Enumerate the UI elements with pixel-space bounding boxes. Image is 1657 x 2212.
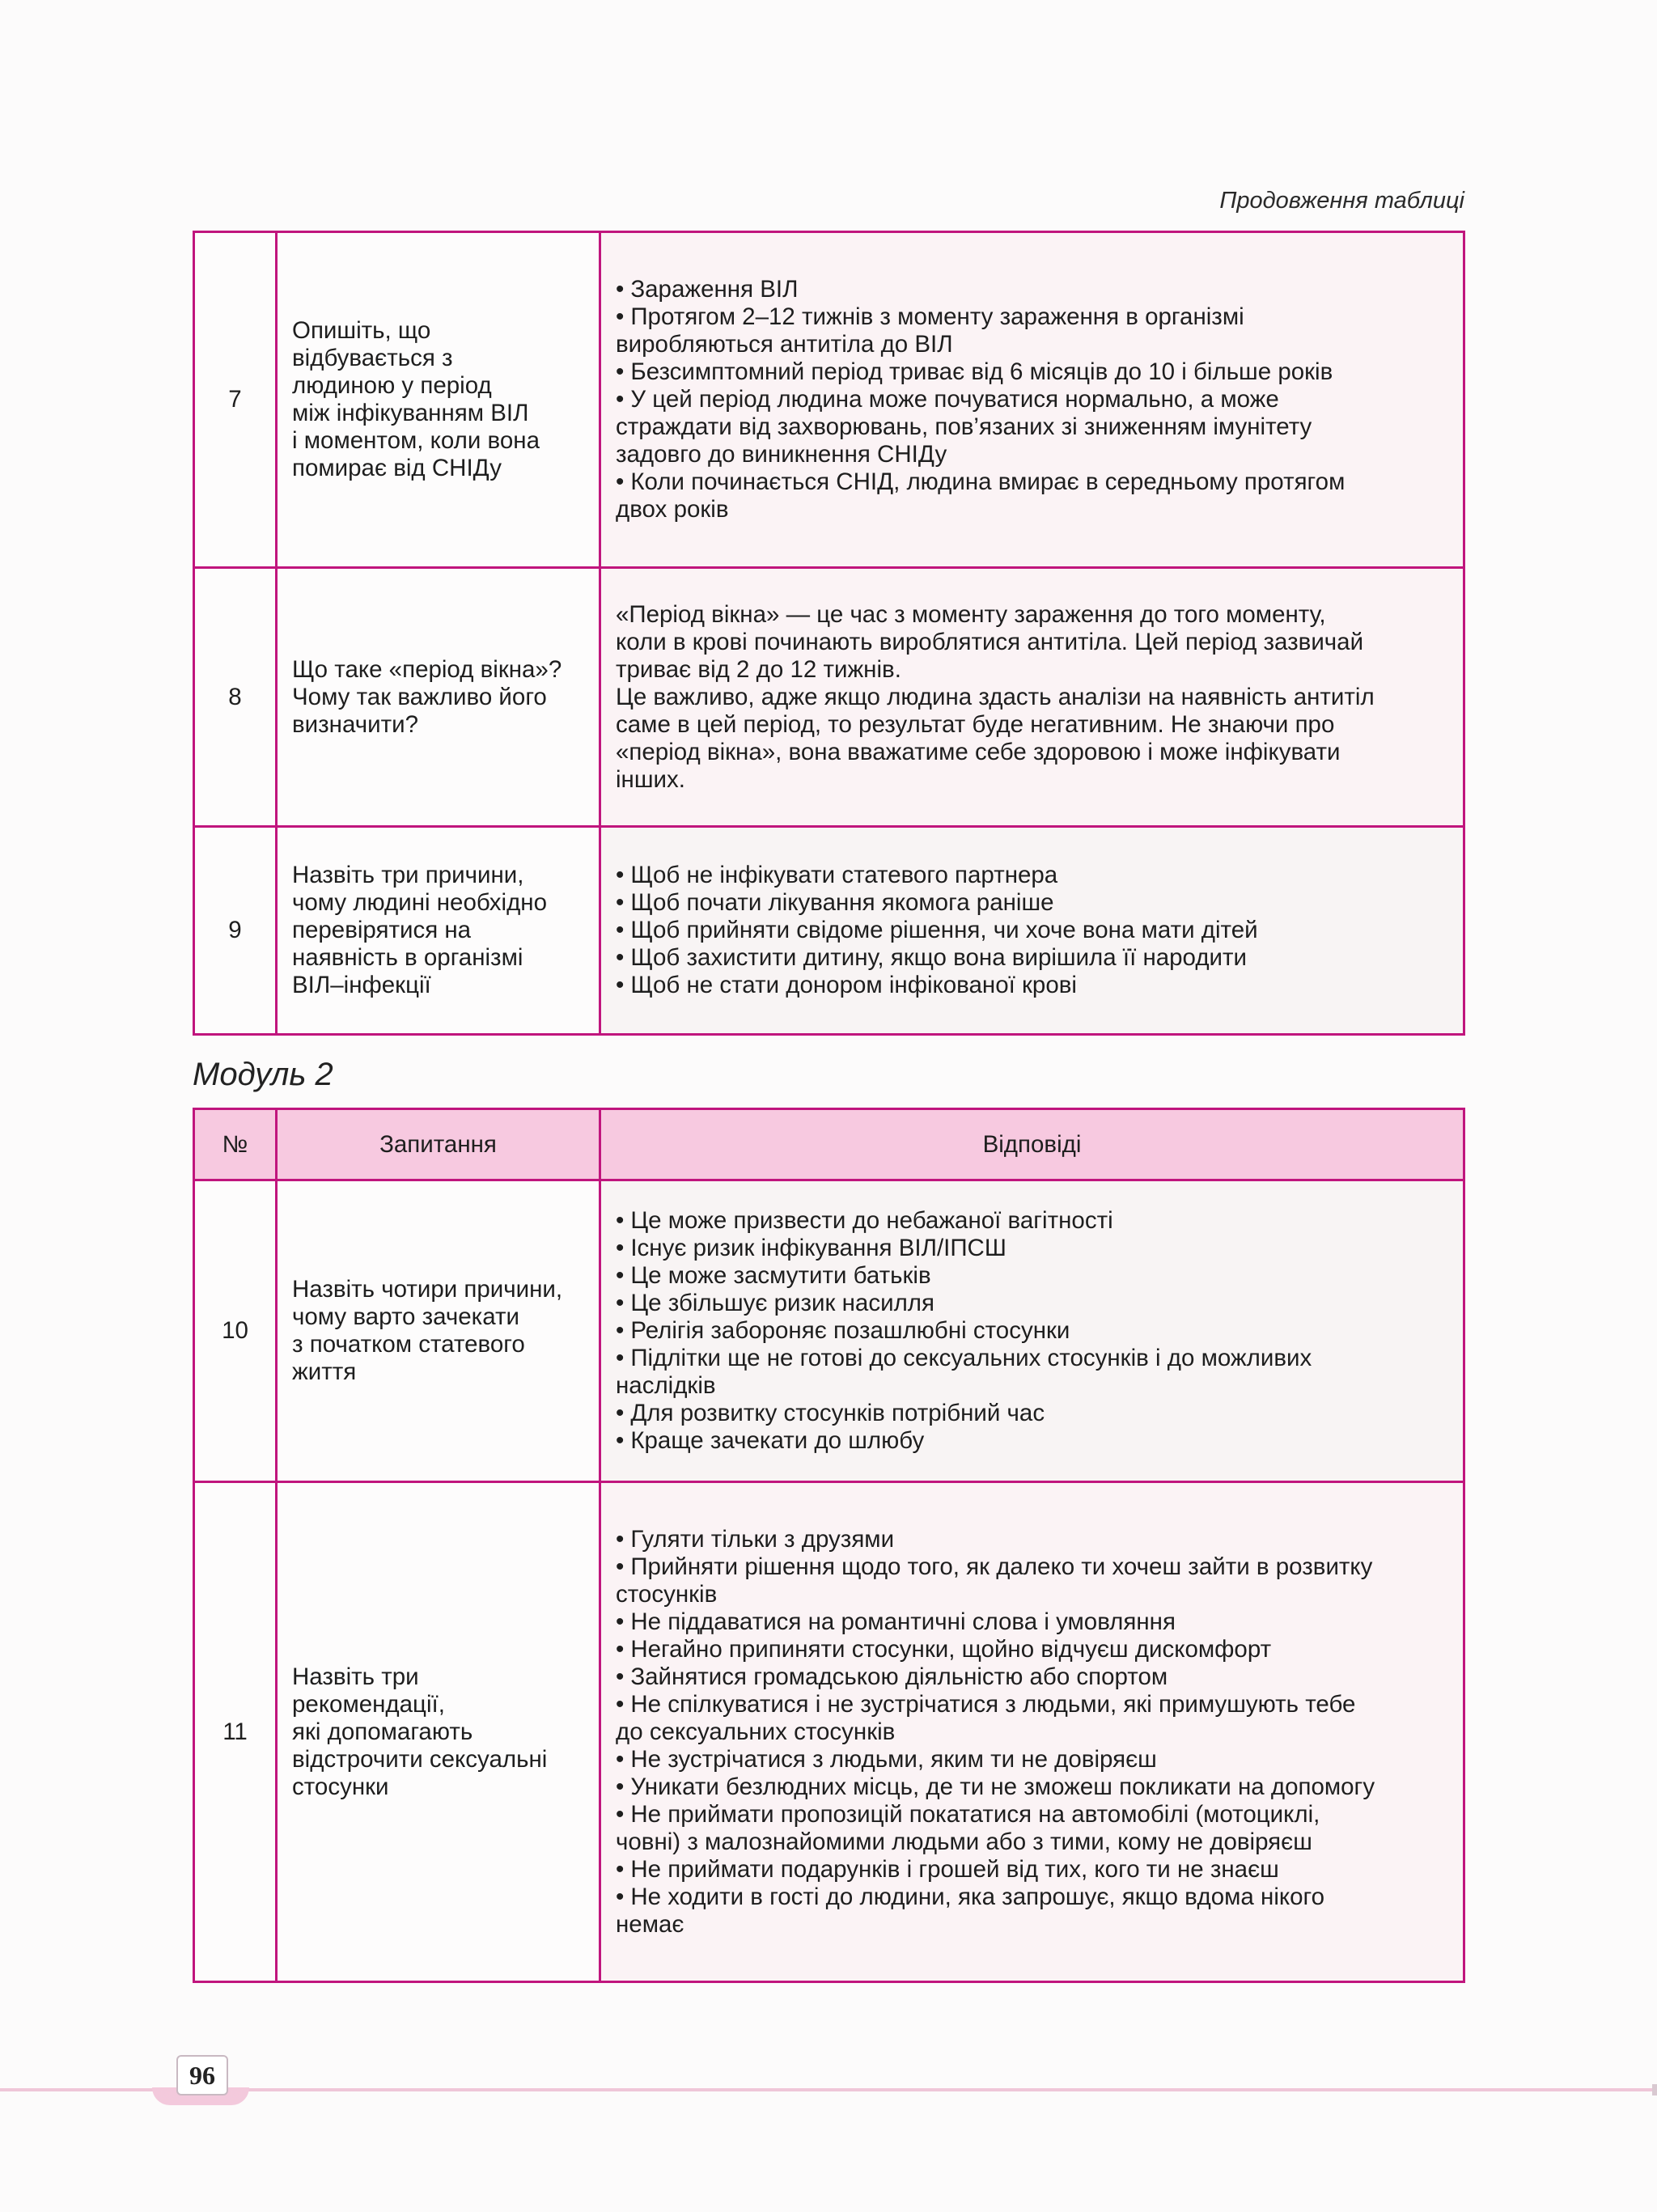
answer-bullet-item <box>616 972 1450 999</box>
answer-bullet-item <box>616 1207 1450 1235</box>
answer-bullet-item <box>616 1290 1450 1317</box>
question-cell <box>277 827 600 1035</box>
answer-text: Краще зачекати до шлюбу <box>630 1427 925 1454</box>
question-text-line: між інфікуванням ВІЛ <box>292 400 529 426</box>
bullet-icon: • <box>616 276 625 303</box>
answer-bullet-item <box>616 468 1450 496</box>
answer-text: Це може засмутити батьків <box>630 1262 931 1289</box>
table-row <box>194 232 1464 568</box>
answer-bullet-item <box>616 303 1450 331</box>
table-row <box>194 568 1464 827</box>
question-cell <box>277 1482 600 1982</box>
answer-text: Зараження ВІЛ <box>630 276 799 303</box>
answer-text: до сексуальних стосунків <box>616 1718 896 1745</box>
bullet-icon: • <box>616 1345 625 1371</box>
answer-text-line <box>616 1911 1450 1939</box>
answer-bullet-item <box>616 276 1450 303</box>
answer-text: «Період вікна» — це час з моменту зараження до того моменту, <box>616 600 1326 628</box>
answer-text-line <box>616 1718 1450 1746</box>
qa-table-continued <box>193 231 1465 1036</box>
row-number: 8 <box>194 568 277 827</box>
answer-text-line <box>616 496 1450 523</box>
question-text-line: відбувається з <box>292 345 453 371</box>
answer-text-line <box>616 413 1450 441</box>
answer-bullet-item <box>616 1345 1450 1372</box>
bullet-icon: • <box>616 1635 625 1663</box>
answer-bullet-item <box>616 1400 1450 1427</box>
answer-text: У цей період людина може почуватися нормально, а може <box>630 386 1279 413</box>
bullet-icon: • <box>616 468 625 495</box>
answer-text: Уникати безлюдних місць, де ти не зможеш покликати на допомогу <box>630 1773 1375 1800</box>
answer-bullet-item <box>616 889 1450 917</box>
answer-text-line <box>616 684 1450 711</box>
bullet-icon: • <box>616 944 625 971</box>
answer-bullet-item <box>616 1553 1450 1581</box>
answer-text: Щоб захистити дитину, якщо вона вирішила її народити <box>630 944 1247 971</box>
bullet-icon: • <box>616 1855 625 1883</box>
header-answer: Відповіді <box>600 1109 1464 1180</box>
answer-text: Для розвитку стосунків потрібний час <box>630 1400 1045 1426</box>
answer-bullet-item <box>616 1526 1450 1553</box>
bullet-icon: • <box>616 386 625 413</box>
question-text-line: з початком статевого <box>292 1331 525 1358</box>
question-text-line: які допомагають <box>292 1718 473 1745</box>
header-number: № <box>194 1109 277 1180</box>
question-cell <box>277 232 600 568</box>
answer-text: страждати від захворювань, пов’язаних зі зниженням імунітету <box>616 413 1312 440</box>
question-text-line: помирає від СНІДу <box>292 455 502 481</box>
table-header-row <box>194 1109 1464 1180</box>
answer-text: Щоб почати лікування якомога раніше <box>630 889 1054 916</box>
answer-text: Щоб прийняти свідоме рішення, чи хоче вона мати дітей <box>630 917 1258 943</box>
answer-text: Прийняти рішення щодо того, як далеко ти хочеш зайти в розвитку <box>630 1553 1373 1580</box>
edge-mark <box>1652 2084 1657 2095</box>
answer-bullet-item <box>616 1235 1450 1262</box>
answer-text: наслідків <box>616 1372 716 1399</box>
question-text-line: ВІЛ–інфекції <box>292 972 431 998</box>
question-text-line: Що таке «період вікна»? <box>292 655 562 683</box>
answer-text: Підлітки ще не готові до сексуальних стосунків і до можливих <box>630 1345 1312 1371</box>
answer-bullet-item <box>616 1801 1450 1829</box>
answer-text-line <box>616 1581 1450 1608</box>
bullet-icon: • <box>616 1608 625 1635</box>
answer-text: Негайно припиняти стосунки, щойно відчуєш дискомфорт <box>630 1635 1272 1663</box>
module-title: Модуль 2 <box>193 1057 333 1092</box>
bullet-icon: • <box>616 1207 625 1234</box>
answer-text: стосунків <box>616 1580 718 1608</box>
table-row <box>194 1180 1464 1482</box>
answer-bullet-item <box>616 1691 1450 1718</box>
answer-bullet-item <box>616 1663 1450 1691</box>
table-row <box>194 1482 1464 1982</box>
answer-text: коли в крові починають вироблятися антитіла. Цей період зазвичай <box>616 628 1364 655</box>
answer-text: Не піддаватися на романтичні слова і умовляння <box>630 1608 1176 1635</box>
header-question: Запитання <box>277 1109 600 1180</box>
answer-text: Гуляти тільки з друзями <box>630 1525 895 1553</box>
bullet-icon: • <box>616 972 625 998</box>
answer-text-line <box>616 766 1450 794</box>
answer-text: Існує ризик інфікування ВІЛ/ІПСШ <box>630 1235 1006 1261</box>
answer-text: виробляються антитіла до ВІЛ <box>616 331 953 358</box>
question-text-line: відстрочити сексуальні <box>292 1745 548 1773</box>
question-text-line: рекомендації, <box>292 1690 445 1718</box>
question-text-line: Опишіть, що <box>292 317 431 344</box>
answer-text-line <box>616 1829 1450 1856</box>
answer-cell <box>600 568 1464 827</box>
answer-bullet-item <box>616 358 1450 386</box>
answer-text: Це може призвести до небажаної вагітності <box>630 1207 1113 1234</box>
row-number: 7 <box>194 232 277 568</box>
answer-text-line <box>616 1372 1450 1400</box>
answer-text: триває від 2 до 12 тижнів. <box>616 655 901 683</box>
bullet-icon: • <box>616 1663 625 1690</box>
bullet-icon: • <box>616 1745 625 1773</box>
question-text-line: перевірятися на <box>292 917 472 943</box>
answer-text: Релігія забороняє позашлюбні стосунки <box>630 1317 1070 1344</box>
answer-bullet-item <box>616 386 1450 413</box>
bullet-icon: • <box>616 1525 625 1553</box>
question-text-line: людиною у період <box>292 372 492 399</box>
bullet-icon: • <box>616 1553 625 1580</box>
table-continuation-label: Продовження таблиці <box>1219 188 1464 214</box>
answer-bullet-item <box>616 944 1450 972</box>
question-text-line: наявність в організмі <box>292 944 523 971</box>
bullet-icon: • <box>616 1773 625 1800</box>
bullet-icon: • <box>616 1400 625 1426</box>
bullet-icon: • <box>616 1317 625 1344</box>
bullet-icon: • <box>616 1800 625 1828</box>
page-number: 96 <box>176 2055 228 2095</box>
question-cell <box>277 1180 600 1482</box>
answer-bullet-item <box>616 1317 1450 1345</box>
bullet-icon: • <box>616 1883 625 1910</box>
answer-text: Не приймати подарунків і грошей від тих, кого ти не знаєш <box>630 1855 1279 1883</box>
row-number: 9 <box>194 827 277 1035</box>
answer-bullet-item <box>616 1773 1450 1801</box>
row-number: 10 <box>194 1180 277 1482</box>
answer-bullet-item <box>616 1856 1450 1884</box>
bullet-icon: • <box>616 358 625 385</box>
table-row <box>194 827 1464 1035</box>
answer-cell <box>600 1482 1464 1982</box>
bullet-icon: • <box>616 1290 625 1316</box>
answer-text: Коли починається СНІД, людина вмирає в середньому протягом <box>630 468 1346 495</box>
answer-bullet-item <box>616 1746 1450 1773</box>
answer-text: Зайнятися громадською діяльністю або спортом <box>630 1663 1168 1690</box>
answer-bullet-item <box>616 862 1450 889</box>
answer-text: Не ходити в гості до людини, яка запрошує, якщо вдома нікого <box>630 1883 1325 1910</box>
question-text-line: Назвіть три <box>292 1663 419 1690</box>
answer-bullet-item <box>616 1884 1450 1911</box>
answer-text: саме в цей період, то результат буде негативним. Не знаючи про <box>616 710 1335 738</box>
answer-text: Протягом 2–12 тижнів з моменту зараження в організмі <box>630 303 1244 330</box>
row-number: 11 <box>194 1482 277 1982</box>
answer-bullet-item <box>616 1427 1450 1455</box>
bullet-icon: • <box>616 303 625 330</box>
answer-text: Щоб не інфікувати статевого партнера <box>630 862 1058 888</box>
answer-text: задовго до виникнення СНІДу <box>616 441 947 468</box>
bullet-icon: • <box>616 1427 625 1454</box>
question-text-line: стосунки <box>292 1773 389 1800</box>
answer-bullet-item <box>616 1608 1450 1636</box>
answer-text: інших. <box>616 765 685 793</box>
answer-text: Безсимптомний період триває від 6 місяців до 10 і більше років <box>630 358 1333 385</box>
question-text-line: і моментом, коли вона <box>292 427 540 454</box>
answer-text-line <box>616 711 1450 739</box>
bullet-icon: • <box>616 889 625 916</box>
answer-bullet-item <box>616 917 1450 944</box>
answer-text: Щоб не стати донором інфікованої крові <box>630 972 1077 998</box>
answer-text: Не спілкуватися і не зустрічатися з людьми, які примушують тебе <box>630 1690 1356 1718</box>
qa-table-module-2 <box>193 1108 1465 1983</box>
question-cell <box>277 568 600 827</box>
answer-text: двох років <box>616 496 729 523</box>
answer-text-line <box>616 629 1450 656</box>
answer-cell <box>600 232 1464 568</box>
answer-text: Це збільшує ризик насилля <box>630 1290 934 1316</box>
answer-text: Не приймати пропозицій покататися на автомобілі (мотоциклі, <box>630 1800 1320 1828</box>
question-text-line: Чому так важливо його <box>292 683 547 710</box>
bullet-icon: • <box>616 1690 625 1718</box>
answer-text: Не зустрічатися з людьми, яким ти не довіряєш <box>630 1745 1157 1773</box>
bullet-icon: • <box>616 917 625 943</box>
question-text-line: визначити? <box>292 710 418 738</box>
bullet-icon: • <box>616 1235 625 1261</box>
question-text-line: чому людині необхідно <box>292 889 547 916</box>
answer-text: човні) з малознайомими людьми або з тими, кому не довіряєш <box>616 1828 1312 1855</box>
question-text-line: Назвіть три причини, <box>292 862 524 888</box>
answer-text-line <box>616 739 1450 766</box>
question-text-line: життя <box>292 1358 357 1385</box>
answer-bullet-item <box>616 1636 1450 1663</box>
answer-cell <box>600 827 1464 1035</box>
answer-bullet-item <box>616 1262 1450 1290</box>
question-text-line: чому варто зачекати <box>292 1303 519 1330</box>
answer-text: немає <box>616 1910 684 1938</box>
answer-text-line <box>616 441 1450 468</box>
answer-cell <box>600 1180 1464 1482</box>
answer-text: Це важливо, адже якщо людина здасть аналізи на наявність антитіл <box>616 683 1375 710</box>
answer-text-line <box>616 331 1450 358</box>
answer-text-line <box>616 601 1450 629</box>
answer-text-line <box>616 656 1450 684</box>
answer-text: «період вікна», вона вважатиме себе здоровою і може інфікувати <box>616 738 1341 765</box>
bullet-icon: • <box>616 1262 625 1289</box>
bullet-icon: • <box>616 862 625 888</box>
question-text-line: Назвіть чотири причини, <box>292 1276 563 1303</box>
